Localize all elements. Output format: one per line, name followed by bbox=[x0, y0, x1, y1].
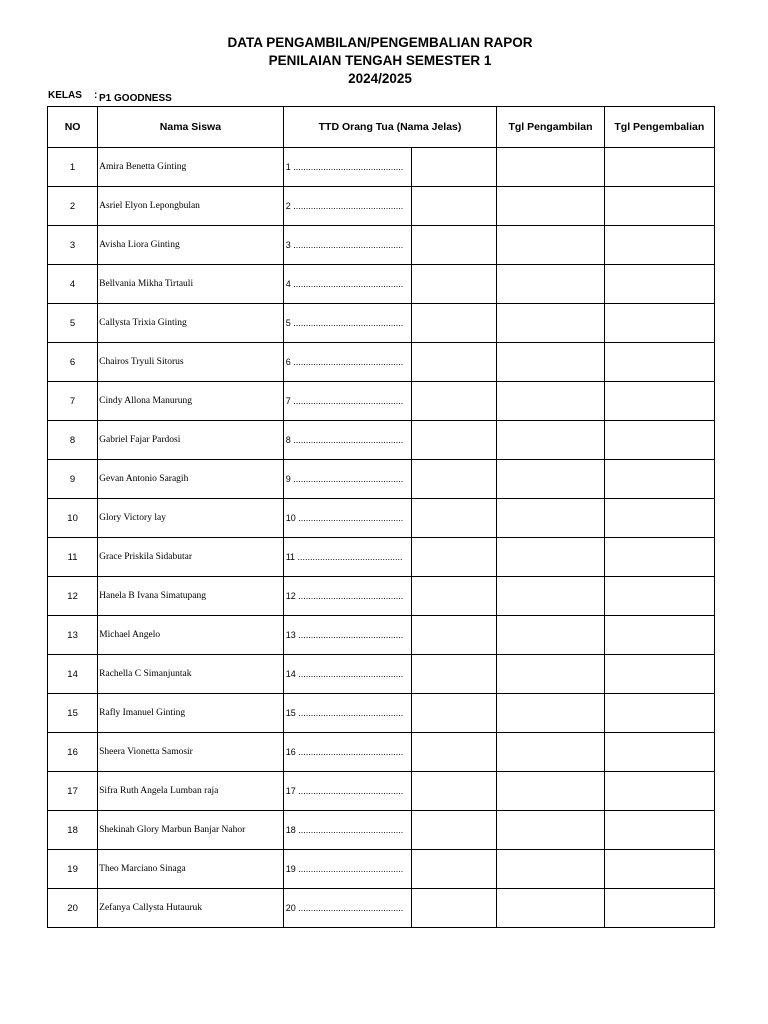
parent-signature-line: 7 ............................................ bbox=[283, 382, 411, 421]
title-line-2: PENILAIAN TENGAH SEMESTER 1 bbox=[268, 53, 492, 68]
student-name: Rachella C Simanjuntak bbox=[98, 655, 284, 694]
tgl-pengembalian-cell bbox=[604, 655, 714, 694]
tgl-pengembalian-cell bbox=[604, 811, 714, 850]
parent-signature-line: 12 .......................................... bbox=[283, 577, 411, 616]
student-name: Sifra Ruth Angela Lumban raja bbox=[98, 772, 284, 811]
table-row bbox=[48, 421, 715, 460]
tgl-pengembalian-cell bbox=[604, 538, 714, 577]
tgl-pengembalian-cell bbox=[604, 577, 714, 616]
row-number: 15 bbox=[48, 694, 98, 733]
tgl-pengembalian-cell bbox=[604, 499, 714, 538]
table-row bbox=[48, 889, 715, 928]
student-name: Avisha Liora Ginting bbox=[98, 226, 284, 265]
table-row bbox=[48, 499, 715, 538]
tgl-pengambilan-cell bbox=[497, 655, 604, 694]
signature-extra-cell bbox=[412, 889, 497, 928]
signature-extra-cell bbox=[412, 499, 497, 538]
kelas-label: KELAS bbox=[48, 90, 82, 101]
row-number: 4 bbox=[48, 265, 98, 304]
row-number: 17 bbox=[48, 772, 98, 811]
tgl-pengambilan-cell bbox=[497, 343, 604, 382]
tgl-pengambilan-cell bbox=[497, 499, 604, 538]
signature-extra-cell bbox=[412, 226, 497, 265]
tgl-pengembalian-cell bbox=[604, 460, 714, 499]
row-number: 12 bbox=[48, 577, 98, 616]
parent-signature-line: 18 .......................................... bbox=[283, 811, 411, 850]
signature-extra-cell bbox=[412, 811, 497, 850]
kelas-colon: : bbox=[94, 90, 98, 101]
tgl-pengambilan-cell bbox=[497, 304, 604, 343]
title-line-3: 2024/2025 bbox=[348, 71, 412, 86]
table-row bbox=[48, 616, 715, 655]
table-row bbox=[48, 694, 715, 733]
tgl-pengambilan-cell bbox=[497, 187, 604, 226]
parent-signature-line: 15 .......................................... bbox=[283, 694, 411, 733]
table-row bbox=[48, 772, 715, 811]
table-row bbox=[48, 538, 715, 577]
student-name: Rafly Imanuel Ginting bbox=[98, 694, 284, 733]
signature-extra-cell bbox=[412, 616, 497, 655]
signature-extra-cell bbox=[412, 148, 497, 187]
signature-extra-cell bbox=[412, 850, 497, 889]
tgl-pengambilan-cell bbox=[497, 577, 604, 616]
row-number: 9 bbox=[48, 460, 98, 499]
row-number: 14 bbox=[48, 655, 98, 694]
signature-extra-cell bbox=[412, 421, 497, 460]
tgl-pengambilan-cell bbox=[497, 889, 604, 928]
row-number: 5 bbox=[48, 304, 98, 343]
tgl-pengambilan-cell bbox=[497, 148, 604, 187]
parent-signature-line: 14 .......................................... bbox=[283, 655, 411, 694]
student-name: Gevan Antonio Saragih bbox=[98, 460, 284, 499]
signature-extra-cell bbox=[412, 772, 497, 811]
signature-extra-cell bbox=[412, 343, 497, 382]
signature-extra-cell bbox=[412, 733, 497, 772]
table-row bbox=[48, 850, 715, 889]
tgl-pengembalian-cell bbox=[604, 187, 714, 226]
tgl-pengembalian-cell bbox=[604, 694, 714, 733]
header-tgl-pengambilan: Tgl Pengambilan bbox=[497, 107, 604, 148]
student-name: Sheera Vionetta Samosir bbox=[98, 733, 284, 772]
table-row bbox=[48, 265, 715, 304]
tgl-pengembalian-cell bbox=[604, 616, 714, 655]
tgl-pengembalian-cell bbox=[604, 382, 714, 421]
student-name: Grace Priskila Sidabutar bbox=[98, 538, 284, 577]
student-name: Theo Marciano Sinaga bbox=[98, 850, 284, 889]
student-name: Shekinah Glory Marbun Banjar Nahor bbox=[98, 811, 284, 850]
signature-extra-cell bbox=[412, 460, 497, 499]
row-number: 19 bbox=[48, 850, 98, 889]
table-row bbox=[48, 655, 715, 694]
tgl-pengambilan-cell bbox=[497, 265, 604, 304]
header-tgl-pengembalian: Tgl Pengembalian bbox=[604, 107, 714, 148]
table-row bbox=[48, 577, 715, 616]
student-name: Glory Victory lay bbox=[98, 499, 284, 538]
student-name: Bellvania Mikha Tirtauli bbox=[98, 265, 284, 304]
tgl-pengambilan-cell bbox=[497, 811, 604, 850]
tgl-pengembalian-cell bbox=[604, 226, 714, 265]
parent-signature-line: 19 .......................................... bbox=[283, 850, 411, 889]
parent-signature-line: 2 ............................................ bbox=[283, 187, 411, 226]
signature-extra-cell bbox=[412, 304, 497, 343]
table-body bbox=[48, 148, 715, 928]
signature-extra-cell bbox=[412, 187, 497, 226]
row-number: 1 bbox=[48, 148, 98, 187]
signature-extra-cell bbox=[412, 577, 497, 616]
row-number: 16 bbox=[48, 733, 98, 772]
parent-signature-line: 9 ............................................ bbox=[283, 460, 411, 499]
tgl-pengambilan-cell bbox=[497, 772, 604, 811]
parent-signature-line: 11 .......................................... bbox=[283, 538, 411, 577]
tgl-pengambilan-cell bbox=[497, 733, 604, 772]
header-name: Nama Siswa bbox=[98, 107, 284, 148]
table-row bbox=[48, 382, 715, 421]
row-number: 7 bbox=[48, 382, 98, 421]
parent-signature-line: 1 ............................................ bbox=[283, 148, 411, 187]
tgl-pengembalian-cell bbox=[604, 421, 714, 460]
parent-signature-line: 3 ............................................ bbox=[283, 226, 411, 265]
parent-signature-line: 16 .......................................... bbox=[283, 733, 411, 772]
table-row bbox=[48, 460, 715, 499]
table-row bbox=[48, 811, 715, 850]
row-number: 10 bbox=[48, 499, 98, 538]
row-number: 20 bbox=[48, 889, 98, 928]
attendance-table bbox=[47, 106, 715, 928]
student-name: Hanela B Ivana Simatupang bbox=[98, 577, 284, 616]
student-name: Chairos Tryuli Sitorus bbox=[98, 343, 284, 382]
kelas-value: P1 GOODNESS bbox=[99, 93, 172, 104]
tgl-pengambilan-cell bbox=[497, 226, 604, 265]
student-name: Cindy Allona Manurung bbox=[98, 382, 284, 421]
parent-signature-line: 8 ............................................ bbox=[283, 421, 411, 460]
signature-extra-cell bbox=[412, 655, 497, 694]
table-header-row bbox=[48, 107, 715, 148]
signature-extra-cell bbox=[412, 382, 497, 421]
row-number: 3 bbox=[48, 226, 98, 265]
row-number: 8 bbox=[48, 421, 98, 460]
student-name: Amira Benetta Ginting bbox=[98, 148, 284, 187]
signature-extra-cell bbox=[412, 538, 497, 577]
student-name: Zefanya Callysta Hutauruk bbox=[98, 889, 284, 928]
tgl-pengambilan-cell bbox=[497, 421, 604, 460]
parent-signature-line: 20 .......................................... bbox=[283, 889, 411, 928]
tgl-pengembalian-cell bbox=[604, 148, 714, 187]
document-title bbox=[0, 34, 760, 88]
tgl-pengambilan-cell bbox=[497, 850, 604, 889]
student-name: Michael Angelo bbox=[98, 616, 284, 655]
tgl-pengambilan-cell bbox=[497, 538, 604, 577]
tgl-pengambilan-cell bbox=[497, 616, 604, 655]
title-line-1: DATA PENGAMBILAN/PENGEMBALIAN RAPOR bbox=[227, 35, 533, 50]
signature-extra-cell bbox=[412, 694, 497, 733]
tgl-pengembalian-cell bbox=[604, 850, 714, 889]
parent-signature-line: 5 ............................................ bbox=[283, 304, 411, 343]
student-name: Callysta Trixia Ginting bbox=[98, 304, 284, 343]
tgl-pengembalian-cell bbox=[604, 265, 714, 304]
tgl-pengembalian-cell bbox=[604, 772, 714, 811]
parent-signature-line: 17 .......................................... bbox=[283, 772, 411, 811]
parent-signature-line: 4 ............................................ bbox=[283, 265, 411, 304]
student-name: Asriel Elyon Lepongbulan bbox=[98, 187, 284, 226]
table-row bbox=[48, 343, 715, 382]
table-row bbox=[48, 187, 715, 226]
row-number: 11 bbox=[48, 538, 98, 577]
tgl-pengambilan-cell bbox=[497, 694, 604, 733]
header-no: NO bbox=[48, 107, 98, 148]
row-number: 13 bbox=[48, 616, 98, 655]
tgl-pengembalian-cell bbox=[604, 733, 714, 772]
student-name: Gabriel Fajar Pardosi bbox=[98, 421, 284, 460]
table-row bbox=[48, 148, 715, 187]
table-row bbox=[48, 304, 715, 343]
table-row bbox=[48, 226, 715, 265]
tgl-pengembalian-cell bbox=[604, 889, 714, 928]
tgl-pengambilan-cell bbox=[497, 382, 604, 421]
table-row bbox=[48, 733, 715, 772]
tgl-pengembalian-cell bbox=[604, 304, 714, 343]
parent-signature-line: 6 ............................................ bbox=[283, 343, 411, 382]
header-ttd: TTD Orang Tua (Nama Jelas) bbox=[283, 107, 497, 148]
tgl-pengambilan-cell bbox=[497, 460, 604, 499]
parent-signature-line: 10 .......................................... bbox=[283, 499, 411, 538]
tgl-pengembalian-cell bbox=[604, 343, 714, 382]
parent-signature-line: 13 .......................................... bbox=[283, 616, 411, 655]
row-number: 6 bbox=[48, 343, 98, 382]
row-number: 2 bbox=[48, 187, 98, 226]
signature-extra-cell bbox=[412, 265, 497, 304]
row-number: 18 bbox=[48, 811, 98, 850]
